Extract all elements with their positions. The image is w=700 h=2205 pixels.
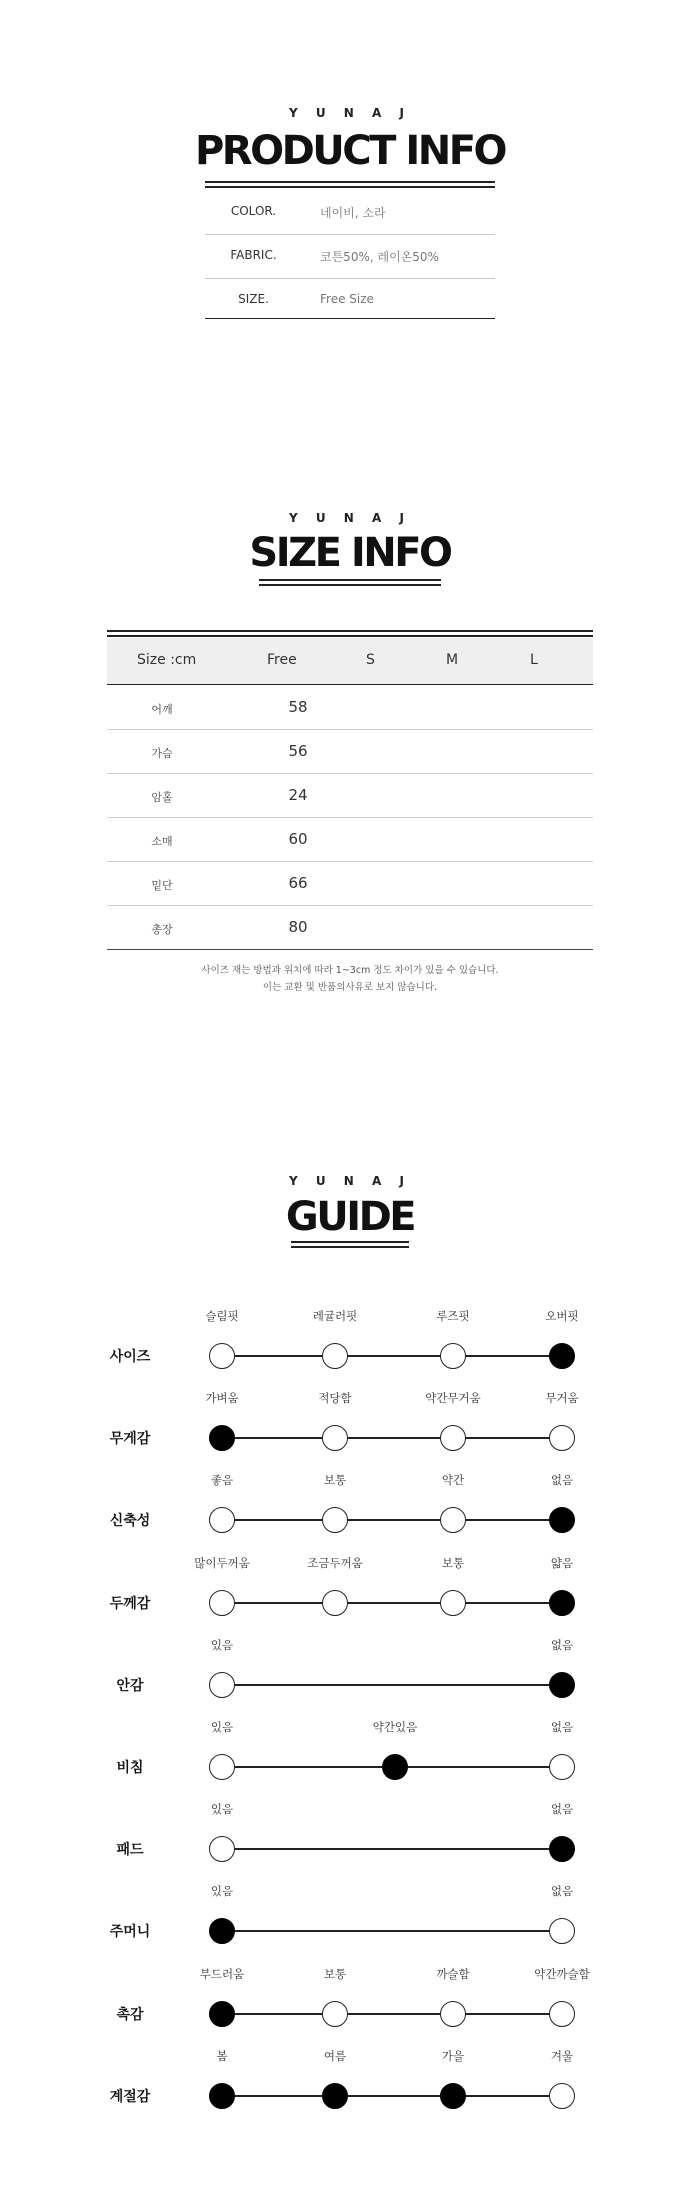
guide-dot	[440, 1507, 466, 1533]
guide-row-label: 계절감	[109, 2089, 151, 2105]
guide-option-label: 약간있음	[372, 1720, 418, 1734]
guide-dot	[322, 1343, 348, 1369]
guide-option-label: 겨울	[550, 2049, 574, 2063]
guide-scale-line	[222, 1519, 562, 1521]
guide-row-label: 신축성	[109, 1513, 151, 1529]
size-table-row	[107, 862, 593, 906]
guide-dot	[209, 1343, 235, 1369]
product-info-row-size	[205, 278, 495, 322]
guide-dot	[209, 1590, 235, 1616]
header-bottom-border	[107, 684, 593, 685]
guide-option-label: 슬림핏	[205, 1309, 239, 1323]
brand-name: Y U N A J	[289, 1174, 411, 1188]
brand-name: Y U N A J	[289, 106, 411, 120]
size-table-header	[107, 638, 593, 684]
guide-dot-selected	[209, 2083, 235, 2109]
guide-row	[0, 2048, 700, 2108]
guide-option-label: 있음	[210, 1884, 234, 1898]
guide-dot	[440, 2001, 466, 2027]
size-value: 58	[288, 698, 308, 716]
title-underline	[205, 181, 495, 183]
product-info-key: SIZE.	[238, 292, 269, 306]
guide-option-label: 가벼움	[205, 1391, 239, 1405]
guide-dot-selected	[209, 2001, 235, 2027]
size-table-row	[107, 774, 593, 818]
size-value: 56	[288, 742, 308, 760]
guide-option-label: 없음	[550, 1638, 574, 1652]
guide-option-label: 약간까슬함	[534, 1967, 590, 1981]
guide-dot	[209, 1836, 235, 1862]
size-label: 가슴	[151, 747, 173, 760]
guide-dot	[322, 2001, 348, 2027]
guide-row-label: 안감	[116, 1678, 144, 1694]
guide-dot	[440, 1425, 466, 1451]
guide-option-label: 보통	[323, 1967, 347, 1981]
guide-option-label: 약간	[441, 1473, 465, 1487]
guide-option-label: 없음	[550, 1802, 574, 1816]
guide-dot-selected	[209, 1918, 235, 1944]
guide-option-label: 봄	[216, 2049, 228, 2063]
title-underline	[205, 186, 495, 188]
guide-row-label: 사이즈	[109, 1349, 151, 1365]
guide-option-label: 보통	[441, 1556, 465, 1570]
brand-name: Y U N A J	[289, 511, 411, 525]
guide-dot-selected	[549, 1590, 575, 1616]
size-label: 어깨	[151, 703, 173, 716]
table-top-border	[107, 630, 593, 632]
guide-row-label: 주머니	[109, 1924, 151, 1940]
guide-row-label: 비침	[116, 1760, 144, 1776]
guide-dot-selected	[549, 1343, 575, 1369]
product-info-title: PRODUCT INFO	[194, 128, 506, 174]
title-underline	[291, 1246, 409, 1248]
guide-row	[0, 1719, 700, 1779]
product-info-value: Free Size	[320, 292, 374, 306]
product-info-key: FABRIC.	[230, 248, 277, 262]
guide-row	[0, 1308, 700, 1368]
guide-option-label: 보통	[323, 1473, 347, 1487]
guide-dot-selected	[549, 1836, 575, 1862]
header-size-cm: Size :cm	[137, 652, 197, 668]
size-label: 암홀	[151, 791, 173, 804]
guide-dot-selected	[549, 1672, 575, 1698]
guide-dot	[440, 1590, 466, 1616]
guide-scale-line	[222, 1437, 562, 1439]
guide-dot-selected	[440, 2083, 466, 2109]
guide-dot-selected	[322, 2083, 348, 2109]
guide-option-label: 레귤러핏	[312, 1309, 358, 1323]
guide-option-label: 부드러움	[199, 1967, 245, 1981]
size-value: 60	[288, 830, 308, 848]
guide-dot	[549, 1918, 575, 1944]
product-info-key: COLOR.	[230, 204, 277, 218]
size-label: 밑단	[151, 879, 173, 892]
table-top-border	[107, 635, 593, 637]
guide-option-label: 오버핏	[545, 1309, 579, 1323]
guide-option-label: 있음	[210, 1638, 234, 1652]
size-note-line1: 사이즈 재는 방법과 위치에 따라 1~3cm 정도 차이가 있을 수 있습니다.	[201, 965, 499, 976]
guide-scale-line	[222, 1684, 562, 1686]
size-table-row	[107, 818, 593, 862]
header-s: S	[366, 652, 375, 668]
guide-scale-line	[222, 1930, 562, 1932]
size-label: 총장	[151, 923, 173, 936]
guide-dot	[209, 1672, 235, 1698]
guide-dot-selected	[209, 1425, 235, 1451]
size-info-title: SIZE INFO	[249, 530, 451, 576]
guide-option-label: 있음	[210, 1720, 234, 1734]
title-underline	[259, 579, 441, 581]
guide-option-label: 없음	[550, 1473, 574, 1487]
size-value: 24	[288, 786, 308, 804]
guide-scale-line	[222, 1848, 562, 1850]
guide-dot	[209, 1754, 235, 1780]
guide-dot	[322, 1590, 348, 1616]
size-table-row	[107, 686, 593, 730]
product-info-value: 네이비, 소라	[320, 206, 386, 220]
guide-row	[0, 1883, 700, 1943]
guide-row	[0, 1555, 700, 1615]
guide-row-label: 두께감	[109, 1596, 151, 1612]
guide-dot	[549, 2001, 575, 2027]
guide-row	[0, 1390, 700, 1450]
guide-scale-line	[222, 1355, 562, 1357]
title-underline	[291, 1241, 409, 1243]
header-free: Free	[267, 652, 297, 668]
table-bottom-border	[205, 318, 495, 319]
header-m: M	[446, 652, 459, 668]
guide-option-label: 약간무거움	[425, 1391, 481, 1405]
guide-row-label: 패드	[116, 1842, 144, 1858]
guide-option-label: 적당함	[318, 1391, 352, 1405]
guide-option-label: 조금두꺼움	[307, 1556, 363, 1570]
title-underline	[259, 584, 441, 586]
guide-scale-line	[222, 2095, 562, 2097]
size-value: 66	[288, 874, 308, 892]
guide-title: GUIDE	[285, 1194, 415, 1240]
size-note-line2: 이는 교환 및 반품의사유로 보지 않습니다.	[262, 982, 438, 993]
guide-option-label: 가을	[441, 2049, 465, 2063]
guide-dot	[322, 1507, 348, 1533]
guide-option-label: 무거움	[545, 1391, 579, 1405]
guide-row	[0, 1637, 700, 1697]
guide-option-label: 얇음	[550, 1556, 574, 1570]
header-l: L	[530, 652, 538, 668]
guide-dot	[549, 2083, 575, 2109]
guide-row	[0, 1966, 700, 2026]
product-info-row-color	[205, 190, 495, 234]
guide-dot	[549, 1754, 575, 1780]
guide-scale-line	[222, 1602, 562, 1604]
guide-dot	[209, 1507, 235, 1533]
guide-row	[0, 1472, 700, 1532]
product-info-row-fabric	[205, 234, 495, 278]
guide-dot	[549, 1425, 575, 1451]
guide-option-label: 루즈핏	[436, 1309, 470, 1323]
guide-row-label: 무게감	[109, 1431, 151, 1447]
guide-row	[0, 1801, 700, 1861]
guide-dot-selected	[382, 1754, 408, 1780]
product-info-value: 코튼50%, 레이온50%	[320, 250, 439, 264]
size-value: 80	[288, 918, 308, 936]
guide-option-label: 있음	[210, 1802, 234, 1816]
guide-option-label: 여름	[323, 2049, 347, 2063]
guide-option-label: 없음	[550, 1884, 574, 1898]
guide-dot	[322, 1425, 348, 1451]
guide-dot-selected	[549, 1507, 575, 1533]
guide-option-label: 좋음	[210, 1473, 234, 1487]
guide-option-label: 까슬함	[436, 1967, 470, 1981]
guide-scale-line	[222, 2013, 562, 2015]
guide-row-label: 촉감	[116, 2007, 144, 2023]
size-table-row	[107, 906, 593, 950]
guide-option-label: 없음	[550, 1720, 574, 1734]
guide-dot	[440, 1343, 466, 1369]
size-table-row	[107, 730, 593, 774]
size-label: 소매	[151, 835, 173, 848]
guide-option-label: 많이두꺼움	[194, 1556, 250, 1570]
